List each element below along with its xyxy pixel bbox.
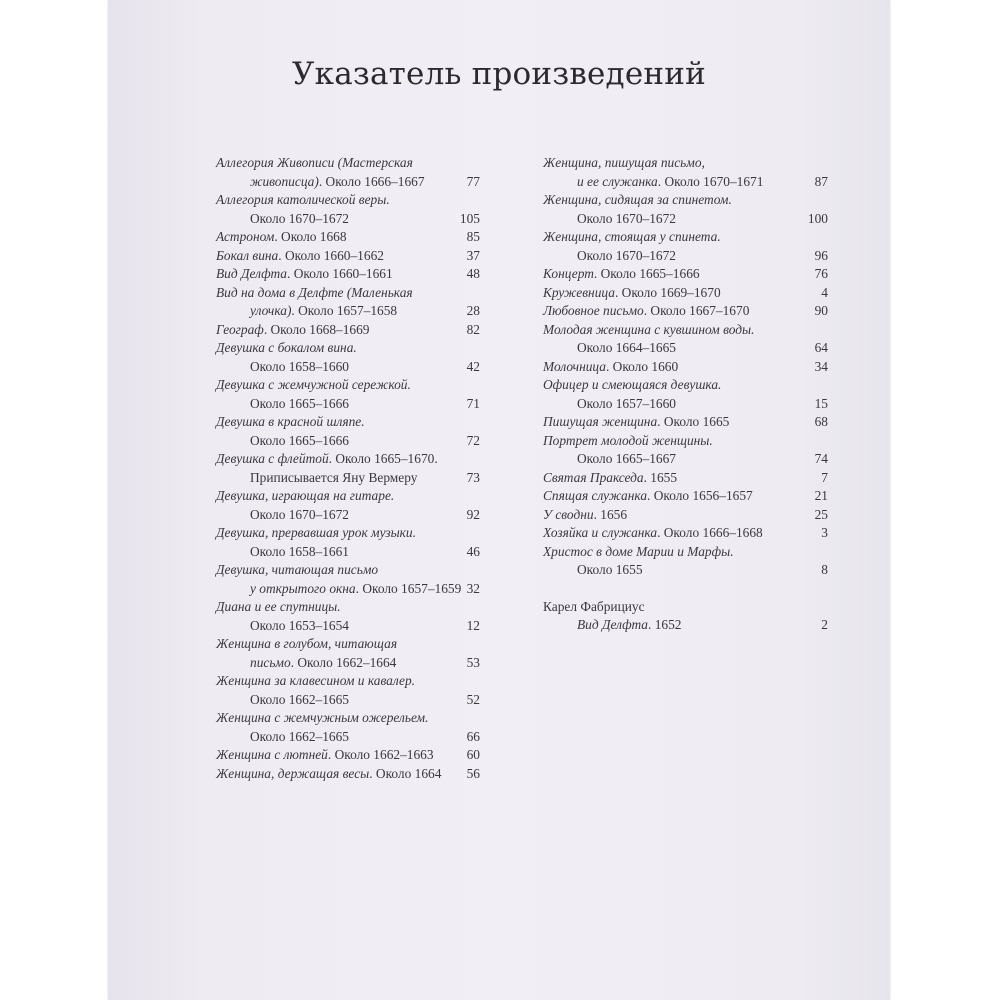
index-entry [216,265,480,284]
entry-title-line [216,450,480,469]
entry-title-line [216,265,480,284]
page-number: 46 [466,543,480,559]
work-title: Офицер и смеющаяся девушка. [543,377,722,392]
entry-title-line [543,228,828,247]
work-title: Вид Делфта [577,617,648,632]
index-entry [216,765,480,784]
entry-title-line [216,191,480,210]
entry-title-line [216,154,480,173]
book-page [108,0,890,1000]
entry-title-line [216,561,480,580]
entry-continuation-line [216,506,480,525]
page-number: 64 [814,340,828,355]
index-entry [216,450,480,487]
entry-title-line [216,635,480,654]
index-entry [216,561,480,598]
entry-title-line [216,284,480,303]
entry-title-line [216,321,480,340]
entry-title-line [543,191,828,210]
entry-title-line [543,321,828,340]
entry-title-line [216,228,480,247]
index-entry [543,191,828,228]
entry-continuation-line [216,728,480,747]
work-date: Около 1658–1661 [250,543,349,559]
page-number: 68 [814,414,828,429]
entry-continuation-line [216,469,480,488]
work-title: Молочница [543,358,606,374]
work-title: улочка) [250,303,292,318]
entry-title-line [543,524,828,543]
page-number: 90 [814,303,828,318]
page-number: 21 [814,488,828,503]
work-title: у открытого окна [250,580,356,596]
work-title: Диана и ее спутницы. [216,599,341,614]
index-entry [216,228,480,247]
work-date: Около 1665–1666 [250,395,349,411]
work-date: . Около 1656–1657 [647,488,753,503]
page-number: 92 [466,506,480,522]
entry-continuation-line [543,395,828,414]
page-number: 77 [466,173,480,189]
index-entry [216,247,480,266]
index-entry [216,154,480,191]
work-title: Девушка, читающая письмо [216,562,379,577]
work-date: . Около 1669–1670 [614,284,721,300]
index-entry [216,635,480,672]
work-date: . Около 1666–1667 [318,173,425,189]
entry-title-line [543,506,828,525]
index-entry [543,469,828,488]
page-number: 7 [821,469,828,485]
index-entry [543,543,828,580]
index-entry [543,321,828,358]
index-entry [216,339,480,376]
page-number: 87 [814,173,828,189]
work-title: Девушка в красной шляпе. [216,414,365,429]
entry-continuation-line [216,173,480,192]
page-title: Указатель произведений [292,56,706,92]
work-title: Астроном [216,229,275,244]
work-date: . Около 1660 [605,358,679,374]
entry-continuation-line [543,561,828,580]
entry-title-line [543,376,828,395]
entry-title-line [216,376,480,395]
work-date: Около 1662–1665 [250,691,349,707]
page-number: 42 [466,358,480,374]
page-number: 105 [459,210,480,226]
page-number: 32 [466,580,480,596]
page-number: 74 [814,451,828,466]
work-title: Портрет молодой женщины. [543,432,713,448]
work-date: . Около 1665–1670. [328,451,438,466]
entry-title-line [543,358,828,377]
page-number: 25 [814,506,828,522]
work-title: Аллегория Живописи (Мастерская [216,155,413,170]
entry-continuation-line [216,617,480,636]
work-title: Молодая женщина с кувшином воды. [543,321,755,337]
work-date: . Около 1667–1670 [643,303,750,318]
index-entry [543,413,828,432]
index-entry [216,376,480,413]
work-date: . Около 1657–1659 [355,580,462,596]
page-number: 3 [821,525,828,540]
page-number: 60 [466,747,480,762]
work-date: . Около 1660–1661 [287,266,393,281]
index-entry [216,413,480,450]
entry-continuation-line [543,450,828,469]
work-title: У сводни [543,506,594,522]
work-date: . Около 1665–1666 [593,266,700,281]
entry-title-line [543,284,828,303]
index-entry [543,302,828,321]
index-entry [216,487,480,524]
artist-name: Карел Фабрициус [543,598,645,614]
work-title: Спящая служанка [543,488,648,503]
work-date: Около 1665–1666 [250,432,349,448]
work-date: . Около 1662–1663 [327,747,434,762]
entry-title-line [216,413,480,432]
work-date: Около 1664–1665 [577,340,676,355]
work-title: Аллегория католической веры. [216,192,390,207]
work-title: Пишущая женщина [543,414,658,429]
work-title: Хозяйка и служанка [543,525,658,540]
work-title: Христос в доме Марии и Марфы. [543,543,734,559]
page-number: 34 [814,358,828,374]
index-entry [543,154,828,191]
work-date: Около 1657–1660 [577,395,676,411]
index-entry [216,524,480,561]
page-number: 2 [821,617,828,632]
page-number: 56 [466,765,480,781]
page-number: 4 [821,284,828,300]
entry-title-line [216,339,480,358]
index-entry [543,616,828,635]
work-date: Около 1658–1660 [250,358,349,374]
page-number: 71 [466,395,480,411]
work-date: Около 1662–1665 [250,728,349,744]
work-title: Девушка с флейтой [216,451,329,466]
work-date: . Около 1662–1664 [290,654,397,670]
work-date: . Около 1668–1669 [263,321,370,337]
entry-title-line [543,469,828,488]
entry-continuation-line [216,543,480,562]
work-date: . 1655 [643,469,678,485]
work-date: . Около 1664 [369,765,442,781]
work-date: . Около 1657–1658 [291,303,398,318]
work-title: Девушка, прервавшая урок музыки. [216,525,416,540]
work-title: Женщина, сидящая за спинетом. [543,192,732,207]
index-entry [543,376,828,413]
work-title: Девушка с жемчужной сережкой. [216,377,411,392]
page-number: 73 [466,469,480,485]
index-entry [543,284,828,303]
index-entry [543,487,828,506]
page-number: 37 [466,247,480,263]
entry-title-line [543,302,828,321]
page-number: 66 [466,728,480,744]
section-gap [543,580,828,598]
index-column-left [216,154,480,783]
work-date: . Около 1660–1662 [278,247,384,263]
entry-continuation-line [216,654,480,673]
work-title: Бокал вина [216,247,279,263]
work-date: Около 1653–1654 [250,617,349,633]
page-number: 12 [466,617,480,633]
work-date: Около 1670–1672 [250,506,349,522]
page-number: 96 [814,247,828,263]
work-date: . Около 1668 [274,229,347,244]
work-date: Около 1670–1672 [250,210,349,226]
entry-title-line [543,543,828,562]
entry-title-line [543,413,828,432]
index-entry [543,506,828,525]
index-entry [543,358,828,377]
index-entry [543,228,828,265]
page-number: 82 [466,321,480,337]
work-title: Женщина, стоящая у спинета. [543,229,721,244]
work-title: Святая Пракседа [543,469,644,485]
entry-title-line [216,672,480,691]
entry-title-line [543,432,828,451]
index-entry [216,191,480,228]
work-date: Около 1670–1672 [577,247,676,263]
entry-continuation-line [543,247,828,266]
work-title: Вид на дома в Делфте (Маленькая [216,284,413,300]
work-title: Вид Делфта [216,266,287,281]
index-entry [543,524,828,543]
work-date: Около 1670–1672 [577,210,676,226]
work-title: Девушка, играющая на гитаре. [216,488,395,503]
entry-title-line [216,524,480,543]
index-entry [216,709,480,746]
index-entry [543,265,828,284]
work-title: письмо [250,654,291,670]
work-date: . Около 1670–1671 [657,173,764,189]
work-title: Женщина, пишущая письмо, [543,155,705,170]
entry-continuation-line [543,339,828,358]
index-column-right [543,154,828,635]
work-title: Географ [216,321,264,337]
page-number: 8 [821,562,828,577]
entry-title-line [216,709,480,728]
page-number: 76 [814,266,828,281]
work-title: Концерт [543,266,594,281]
page-number: 85 [466,229,480,244]
work-date: Около 1665–1667 [577,451,676,466]
work-title: Женщина с жемчужным ожерельем. [216,710,429,725]
entry-continuation-line [216,358,480,377]
work-title: и ее служанка [577,173,658,189]
page-number: 28 [466,303,480,318]
work-date: . 1656 [593,506,628,522]
page-number: 100 [807,210,828,226]
entry-continuation-line [216,395,480,414]
index-entry [216,746,480,765]
work-title: живописца) [250,173,319,189]
page-number: 48 [466,266,480,281]
entry-title-line [543,487,828,506]
index-entry [216,321,480,340]
entry-title-line [216,746,480,765]
work-title: Любовное письмо [543,303,644,318]
entry-continuation-line [543,173,828,192]
index-entry [543,432,828,469]
entry-title-line [543,265,828,284]
entry-continuation-line [216,432,480,451]
entry-title-line [543,154,828,173]
entry-continuation-line [216,580,480,599]
index-entry [216,598,480,635]
index-entry [216,284,480,321]
work-title: Женщина, держащая весы [216,765,370,781]
entry-continuation-line [543,210,828,229]
entry-continuation-line [216,302,480,321]
entry-title-line [216,247,480,266]
work-title: Кружевница [543,284,615,300]
work-date: Около 1655 [577,562,643,577]
entry-title-line [216,487,480,506]
entry-continuation-line [216,210,480,229]
entry-title-line [216,598,480,617]
work-date: . 1652 [648,617,682,632]
page-number: 72 [466,432,480,448]
work-title: Женщина с лютней [216,747,328,762]
work-date: Приписывается Яну Вермеру [250,469,418,485]
index-entry [216,672,480,709]
page-number: 15 [814,395,828,411]
work-title: Женщина за клавесином и кавалер. [216,673,416,688]
entry-continuation-line [216,691,480,710]
work-title: Женщина в голубом, читающая [216,636,398,651]
work-date: . Около 1666–1668 [657,525,763,540]
work-title: Девушка с бокалом вина. [216,340,357,355]
entry-title-line [216,765,480,784]
work-date: . Около 1665 [657,414,730,429]
page-number: 52 [466,691,480,707]
page-number: 53 [466,654,480,670]
